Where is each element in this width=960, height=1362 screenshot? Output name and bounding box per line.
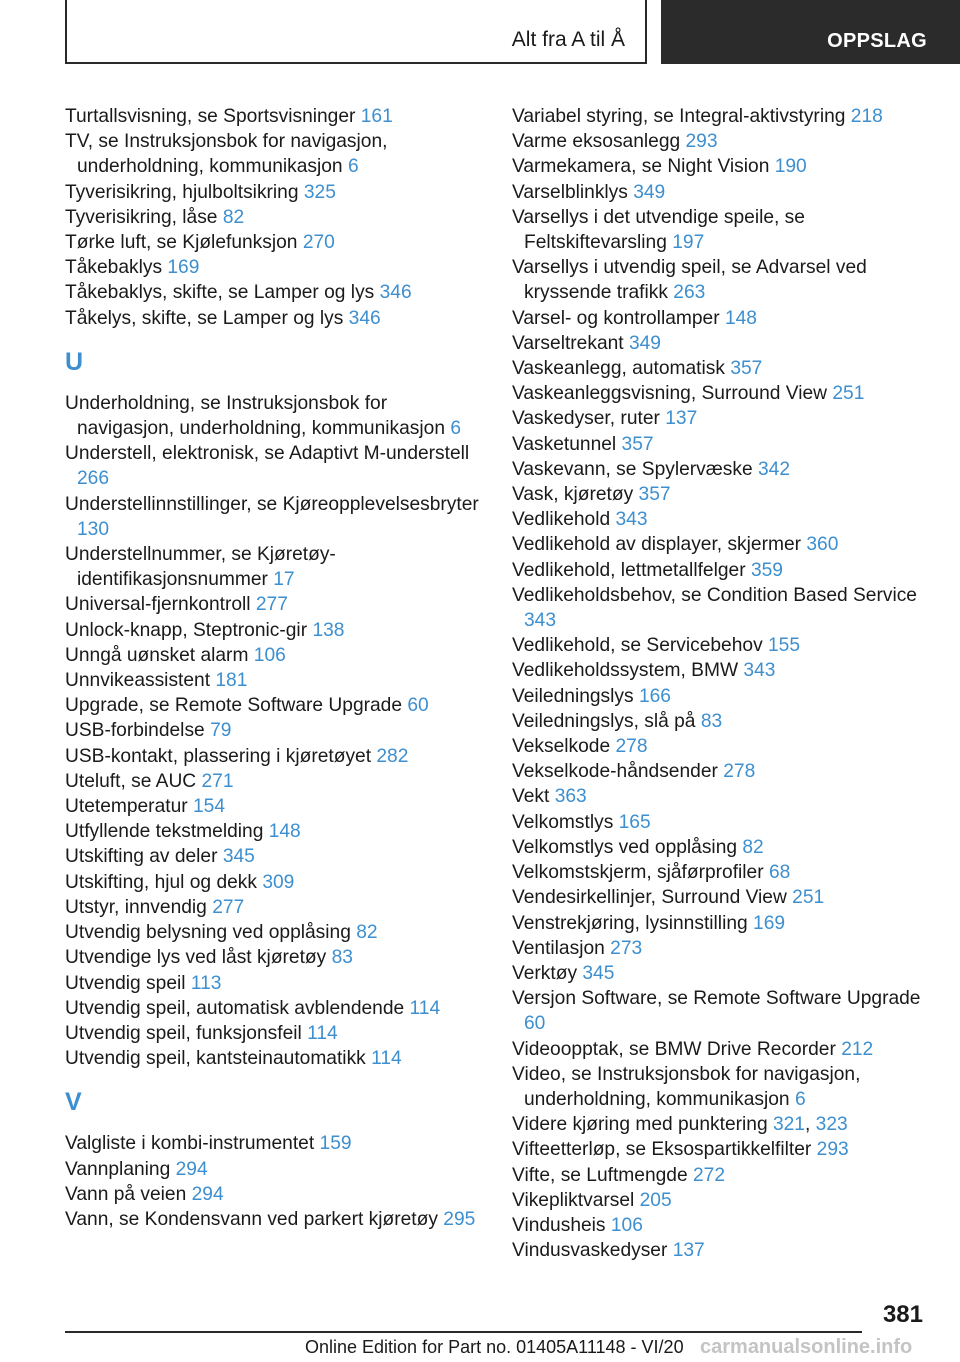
index-entry [512, 911, 932, 936]
page-reference-link[interactable]: 263 [673, 282, 706, 304]
page-reference-link[interactable]: 114 [371, 1048, 402, 1070]
index-entry-text: Velkomstlys [512, 811, 614, 833]
page-reference-link[interactable]: 295 [443, 1208, 476, 1230]
index-entry-text: Utvendige lys ved låst kjøretøy [65, 947, 327, 969]
index-entry-text: Tyverisikring, låse [65, 206, 218, 228]
index-entry [65, 920, 485, 945]
index-entry-text: Videoopptak, se BMW Drive Recorder [512, 1038, 836, 1060]
index-entry-text: Varseltrekant [512, 332, 624, 354]
index-entry-text: Vekselkode-håndsender [512, 761, 718, 783]
index-entry-text: Utskifting, hjul og dekk [65, 871, 257, 893]
page-reference-link[interactable]: 343 [524, 610, 557, 632]
index-entry [512, 104, 932, 129]
index-entry-text: Tåkebaklys [65, 257, 163, 279]
index-entry-text: USB-forbindelse [65, 720, 205, 742]
index-entry-text: TV, se Instruksjonsbok for navigasjon, underholdning, kommunikasjon [65, 131, 388, 178]
page-reference-link[interactable]: 6 [347, 156, 359, 178]
page-reference-link[interactable]: 83 [331, 947, 353, 969]
index-entry [65, 1157, 485, 1182]
page-reference-link[interactable]: 169 [167, 257, 200, 279]
page-reference-link[interactable]: 277 [255, 594, 288, 616]
index-entry: Videre kjøring med punktering 321, 323 [512, 1114, 848, 1136]
page-reference-link[interactable]: 138 [312, 619, 345, 641]
index-entry-text: Utstyr, innvendig [65, 896, 207, 918]
index-entry-text: Vifte, se Luftmengde [512, 1164, 688, 1186]
page-reference-link[interactable]: 360 [806, 534, 839, 556]
index-entry [512, 709, 932, 734]
page-reference-link[interactable]: 294 [175, 1158, 208, 1180]
index-entry [65, 255, 485, 280]
page-reference-link[interactable]: 251 [792, 887, 825, 909]
index-column-right [512, 104, 932, 1263]
index-entry-text: Underholdning, se Instruksjonsbok for navigasjon, underholdning, kommunikasjon [65, 392, 445, 440]
index-entry-text: Upgrade, se Remote Software Upgrade [65, 695, 403, 717]
page-reference-link[interactable]: 166 [638, 685, 671, 707]
page-reference-link[interactable]: 154 [192, 796, 225, 818]
index-entry [65, 971, 485, 996]
index-entry [65, 769, 485, 794]
index-entry [65, 870, 485, 895]
index-entry [512, 432, 932, 457]
index-entry-text: Vaskedyser, ruter [512, 408, 660, 430]
index-entry-text: Vedlikehold, se Servicebehov [512, 635, 763, 657]
index-entry [65, 895, 485, 920]
page-reference-link[interactable]: 60 [407, 695, 429, 717]
index-entry-text: Vedlikehold av displayer, skjermer [512, 534, 802, 556]
index-entry [512, 860, 932, 885]
index-entry [512, 381, 932, 406]
index-entry-text: Velkomstlys ved opplåsing [512, 836, 738, 858]
index-entry-text: Unngå uønsket alarm [65, 644, 249, 666]
page-reference-link[interactable]: 271 [201, 770, 234, 792]
page-reference-link[interactable]: 106 [253, 644, 286, 666]
section-tab-label: OPPSLAG [827, 30, 927, 52]
index-entry [65, 794, 485, 819]
index-entry-text: Vekt [512, 786, 550, 808]
index-entry-text: Valgliste i kombi-instrumentet [65, 1133, 315, 1155]
page-reference-link[interactable]: 181 [215, 670, 248, 692]
footer-divider [65, 1331, 862, 1333]
index-entry-text: Ventilasjon [512, 937, 605, 959]
index-entry-text: Veiledningslys, slå på [512, 710, 696, 732]
page-reference-link[interactable]: 106 [610, 1214, 643, 1236]
page-reference-link[interactable]: 82 [356, 922, 378, 944]
index-entry [65, 744, 485, 769]
index-entry [512, 406, 932, 431]
index-entry [65, 996, 485, 1021]
page-reference-link[interactable]: 79 [210, 720, 232, 742]
index-entry [512, 306, 932, 331]
index-entry [512, 331, 932, 356]
index-entry [65, 180, 485, 205]
page-reference-link[interactable]: 273 [610, 937, 643, 959]
index-entry-text: Tørke luft, se Kjølefunksjon [65, 232, 298, 254]
page-reference-link[interactable]: 270 [302, 232, 335, 254]
index-entry-text: Vann på veien [65, 1183, 187, 1205]
index-entry [65, 1207, 485, 1232]
index-entry [65, 618, 485, 643]
page-reference-link[interactable]: 190 [774, 156, 807, 178]
index-entry [65, 819, 485, 844]
page-reference-link[interactable]: 346 [379, 282, 412, 304]
page-reference-link[interactable]: 278 [723, 761, 756, 783]
index-entry [65, 129, 485, 179]
index-entry-text: Video, se Instruksjonsbok for navigasjon, underholdning, kommunikasjon [512, 1063, 861, 1110]
index-entry-text: Vasketunnel [512, 433, 617, 455]
page-reference-link[interactable]: 114 [409, 997, 441, 1019]
index-entry-text: Vaskeanlegg, automatisk [512, 358, 725, 380]
index-entry [65, 306, 485, 331]
index-entry-text: Varsel- og kontrollamper [512, 307, 720, 329]
index-entry [65, 643, 485, 668]
page-reference-link[interactable]: 323 [815, 1114, 848, 1136]
page-reference-link[interactable]: 197 [672, 232, 705, 254]
index-entry-text: Tyverisikring, hjulboltsikring [65, 181, 299, 203]
index-entry [65, 1021, 485, 1046]
index-entry [512, 835, 932, 860]
page-reference-link[interactable]: 357 [638, 484, 671, 506]
index-entry-text: Videre kjøring med punktering [512, 1114, 768, 1136]
index-entry [512, 1137, 932, 1162]
index-entry-text: Utvendig speil, kantsteinautomatikk [65, 1048, 366, 1070]
index-entry [512, 633, 932, 658]
index-entry [512, 532, 932, 557]
page-reference-link[interactable]: 309 [262, 871, 295, 893]
page-reference-link[interactable]: 148 [724, 307, 757, 329]
index-entry-text: Vann, se Kondensvann ved parkert kjøretøy [65, 1208, 438, 1230]
index-entry [65, 592, 485, 617]
index-entry-text: Unnvikeassistent [65, 670, 211, 692]
index-entry-text: Utvendig speil, funksjonsfeil [65, 1022, 302, 1044]
index-entry [512, 1037, 932, 1062]
index-entry-text: Vifteetterløp, se Eksospartikkelfilter [512, 1139, 812, 1161]
index-entry-text: Vekselkode [512, 736, 611, 758]
index-entry [65, 844, 485, 869]
index-entry-text: Utvendig speil, automatisk avblendende [65, 997, 405, 1019]
index-entry-text: Vindusheis [512, 1214, 606, 1236]
index-entry-text: Variabel styring, se Integral-aktivstyring [512, 106, 846, 127]
index-entry [512, 784, 932, 809]
page-reference-link[interactable]: 113 [190, 972, 222, 994]
header-section-box [65, 0, 647, 64]
index-entry-text: Universal-fjernkontroll [65, 594, 251, 616]
index-entry-text: Vedlikehold [512, 509, 611, 531]
index-entry-text: Velkomstskjerm, sjåførprofiler [512, 862, 764, 884]
page-reference-link[interactable]: 294 [191, 1183, 224, 1205]
index-entry [65, 945, 485, 970]
index-entry-text: Veiledningslys [512, 685, 634, 707]
page-reference-link[interactable]: 342 [758, 458, 791, 480]
index-entry [65, 205, 485, 230]
page-reference-link[interactable]: 17 [273, 569, 295, 591]
index-entry-text: Utvendig speil [65, 972, 186, 994]
page-reference-link[interactable]: 159 [319, 1133, 352, 1155]
index-entry-text: Varmekamera, se Night Vision [512, 156, 770, 178]
index-entry-text: Varsellys i det utvendige speile, se Feltskiftevarsling [512, 206, 805, 254]
watermark-logo: carmanualsonline.info [700, 1336, 913, 1358]
index-entry-text: Vaskevann, se Spylervæske [512, 458, 753, 480]
index-entry [512, 810, 932, 835]
index-entry-text: Tåkebaklys, skifte, se Lamper og lys [65, 282, 375, 304]
page-reference-link[interactable]: 161 [360, 106, 393, 127]
index-entry-text: Understellinnstillinger, se Kjøreopplevelsesbryter [65, 493, 479, 515]
index-entry-text: Understellnummer, se Kjøretøy-identifikasjonsnummer [65, 544, 336, 591]
index-entry [65, 718, 485, 743]
page-reference-link[interactable]: 165 [618, 811, 651, 833]
index-entry-text: Vedlikeholdssystem, BMW [512, 660, 739, 682]
index-entry [512, 961, 932, 986]
index-entry [512, 986, 932, 1036]
page-reference-link[interactable]: 155 [768, 635, 801, 657]
index-entry [65, 230, 485, 255]
page-reference-link[interactable]: 359 [750, 559, 783, 581]
index-entry [65, 1182, 485, 1207]
index-letter-heading: U [65, 347, 84, 376]
page-reference-link[interactable]: 114 [307, 1022, 338, 1044]
index-entry [512, 759, 932, 784]
page-reference-link[interactable]: 205 [639, 1189, 672, 1211]
index-entry [65, 1046, 485, 1071]
index-entry [512, 885, 932, 910]
index-entry [512, 205, 932, 255]
index-entry [512, 1062, 932, 1112]
index-entry [512, 356, 932, 381]
page-reference-link[interactable]: 349 [633, 181, 666, 203]
footer-edition-text: Online Edition for Part no. 01405A11148 - VI/20 [305, 1337, 684, 1357]
index-entry-text: Utskifting av deler [65, 846, 218, 868]
index-entry-text: Venstrekjøring, lysinnstilling [512, 912, 748, 934]
index-entry [65, 492, 485, 542]
index-entry [65, 391, 485, 441]
index-entry [512, 1238, 932, 1263]
page-reference-link[interactable]: 321 [772, 1114, 805, 1136]
page-reference-link[interactable]: 137 [665, 408, 698, 430]
index-entry [512, 482, 932, 507]
page-reference-link[interactable]: 169 [753, 912, 786, 934]
index-entry-text: Utvendig belysning ved opplåsing [65, 922, 351, 944]
index-entry [65, 668, 485, 693]
page-reference-link[interactable]: 83 [700, 710, 723, 732]
index-entry [65, 1131, 485, 1156]
index-entry-text: Vedlikeholdsbehov, se Condition Based Service [512, 584, 917, 606]
page-reference-link[interactable]: 68 [768, 862, 791, 884]
index-entry-text: Tåkelys, skifte, se Lamper og lys [65, 307, 344, 329]
page-reference-link[interactable]: 345 [582, 962, 615, 984]
index-entry-text: Vannplaning [65, 1158, 171, 1180]
page-reference-link[interactable]: 272 [693, 1164, 726, 1186]
page-reference-link[interactable]: 218 [850, 106, 883, 127]
index-entry [512, 583, 932, 633]
index-entry-text: Understell, elektronisk, se Adaptivt M-understell [65, 443, 470, 465]
page-reference-link[interactable]: 137 [672, 1240, 705, 1262]
index-entry [512, 558, 932, 583]
index-entry-text: Vask, kjøretøy [512, 484, 634, 506]
index-entry-text: Vedlikehold, lettmetallfelger [512, 559, 746, 581]
page-reference-link[interactable]: 357 [621, 433, 654, 455]
index-entry [512, 936, 932, 961]
page-reference-link[interactable]: 278 [615, 736, 648, 758]
page-reference-link[interactable]: 82 [742, 836, 764, 858]
page-reference-link[interactable]: 363 [554, 786, 587, 808]
page-reference-link[interactable]: 6 [794, 1088, 806, 1110]
page-reference-link[interactable]: 60 [524, 1013, 546, 1035]
page-reference-link[interactable]: 212 [841, 1038, 874, 1060]
page-reference-link[interactable]: 325 [303, 181, 336, 203]
index-entry [65, 280, 485, 305]
index-entry-text: Vindusvaskedyser [512, 1240, 668, 1262]
page-reference-link[interactable]: 266 [77, 468, 110, 490]
index-entry-text: Varselblinklys [512, 181, 628, 203]
index-entry-text: Unlock-knapp, Steptronic-gir [65, 619, 308, 641]
page-reference-link[interactable]: 82 [222, 206, 245, 228]
page-reference-link[interactable]: 130 [77, 518, 110, 540]
index-entry-text: Varme eksosanlegg [512, 131, 681, 153]
index-entry [512, 658, 932, 683]
index-entry-text: Utfyllende tekstmelding [65, 821, 264, 843]
index-entry [512, 255, 932, 305]
page-number: 381 [882, 1301, 923, 1328]
page-reference-link[interactable]: 349 [628, 332, 661, 354]
section-tab[interactable] [661, 0, 960, 64]
page-reference-link[interactable]: 343 [743, 660, 776, 682]
index-entry [65, 693, 485, 718]
index-entry-text: Versjon Software, se Remote Software Upgrade [512, 988, 921, 1010]
index-entry [65, 104, 485, 129]
index-entry [512, 1213, 932, 1238]
index-entry-text: Uteluft, se AUC [65, 770, 197, 792]
index-entry-text: Vaskeanleggsvisning, Surround View [512, 383, 828, 405]
page-reference-link[interactable]: 346 [348, 307, 381, 329]
index-entry-text: Vendesirkellinjer, Surround View [512, 887, 787, 909]
index-entry [65, 441, 485, 491]
index-entry-text: Turtallsvisning, se Sportsvisninger [65, 106, 356, 127]
index-entry [512, 1163, 932, 1188]
index-entry [512, 180, 932, 205]
page-reference-link[interactable]: 6 [450, 418, 462, 440]
index-entry-text: USB-kontakt, plassering i kjøretøyet [65, 745, 372, 767]
page-reference-link[interactable]: 345 [222, 846, 255, 868]
page-reference-link[interactable]: 148 [268, 821, 301, 843]
index-entry [512, 129, 932, 154]
page-reference-link[interactable]: 357 [730, 358, 763, 380]
index-entry [512, 734, 932, 759]
index-entry-text: Vikepliktvarsel [512, 1189, 635, 1211]
index-entry [512, 457, 932, 482]
index-entry [512, 1188, 932, 1213]
index-entry-text: Varsellys i utvendig speil, se Advarsel ved kryssende trafikk [512, 257, 867, 304]
page-reference-link[interactable]: 251 [832, 383, 865, 405]
page-reference-link[interactable]: 277 [212, 896, 245, 918]
page-reference-link[interactable]: 343 [615, 509, 648, 531]
index-entry [512, 684, 932, 709]
index-column-left [65, 104, 485, 1232]
index-entry [512, 154, 932, 179]
index-entry [512, 507, 932, 532]
index-letter-heading: V [65, 1088, 82, 1117]
section-title: Alt fra A til Å [511, 28, 625, 51]
index-entry [65, 542, 485, 592]
page-reference-link[interactable]: 293 [685, 131, 718, 153]
page-reference-link[interactable]: 282 [376, 745, 409, 767]
index-entry-text: Utetemperatur [65, 796, 188, 818]
index-entry-text: Verktøy [512, 962, 578, 984]
page-reference-link[interactable]: 293 [816, 1139, 849, 1161]
